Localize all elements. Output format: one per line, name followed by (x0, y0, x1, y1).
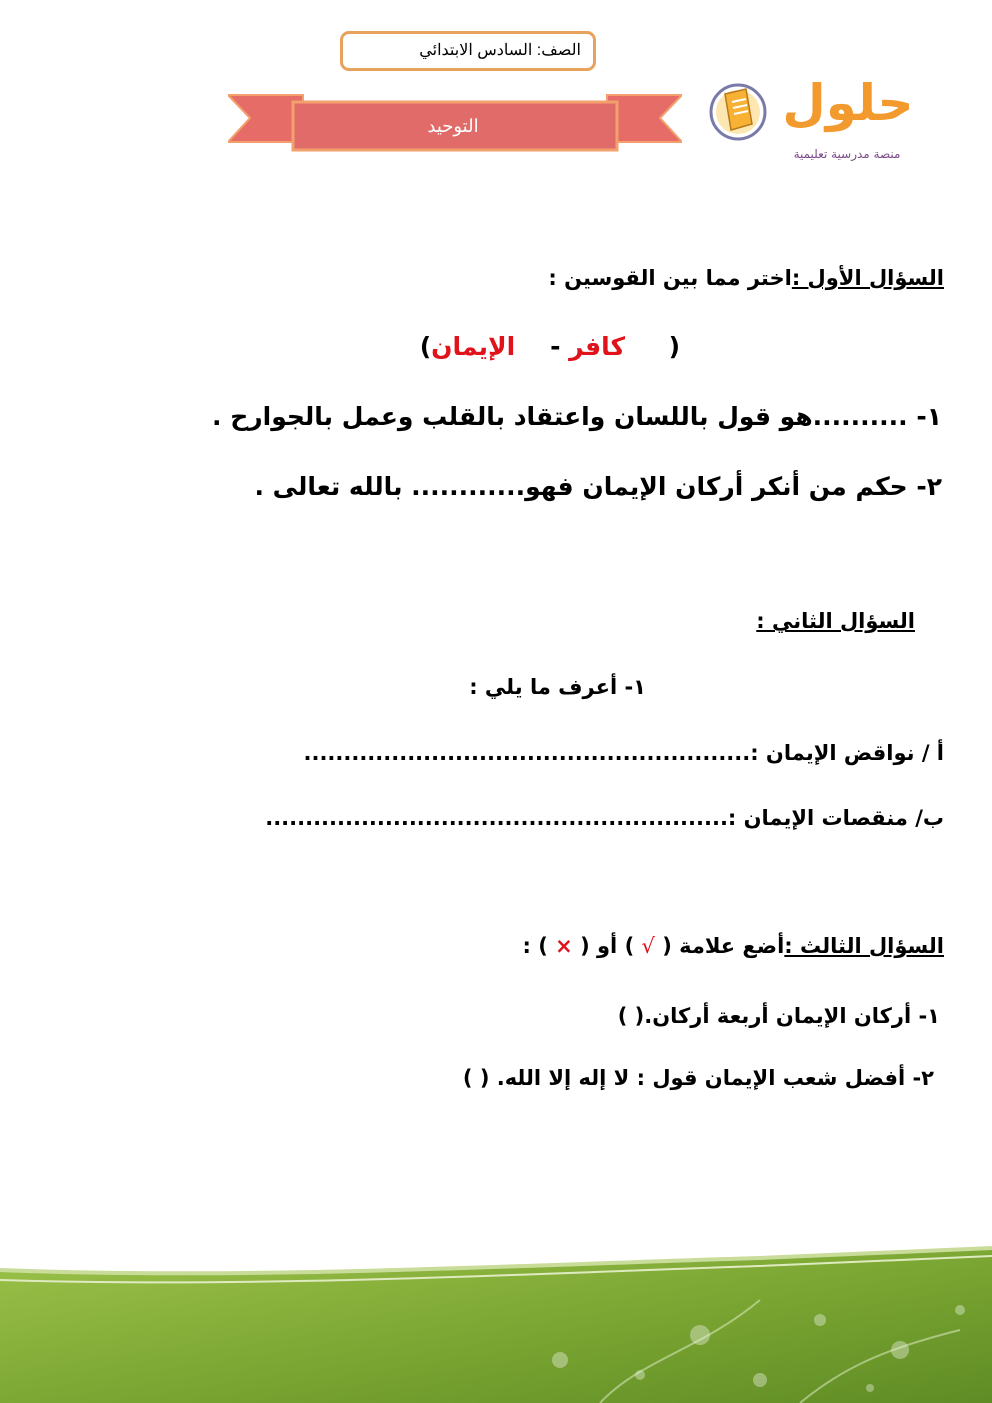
q1-item-1: ١- ..........هو قول باللسان واعتقاد بالقلب وعمل بالجوارح . (212, 402, 942, 431)
choice-separator: - (550, 332, 561, 361)
q1-heading (548, 266, 944, 290)
choices-close-paren: ) (419, 332, 432, 361)
q3-item-2: ٢- أفضل شعب الإيمان قول : لا إله إلا الله. ( ) (462, 1066, 934, 1090)
q1-instruction: اختر مما بين القوسين : (548, 266, 792, 290)
q2-title: السؤال الثاني : (756, 609, 915, 633)
grade-label: الصف: السادس الابتدائي (340, 31, 596, 71)
q2-sub-1: ١- أعرف ما يلي : (469, 675, 646, 699)
footer-decoration (0, 1240, 992, 1403)
q3-title: السؤال الثالث : (784, 934, 944, 958)
choice-kafir: كافر (569, 332, 626, 361)
logo-text: حلول (782, 74, 914, 132)
q2-item-b: ب/ منقصات الإيمان :.......................................................... (265, 806, 944, 830)
q1-choices (420, 332, 680, 361)
site-logo (706, 64, 928, 174)
q3-heading (523, 934, 944, 958)
choice-iman: الإيمان (431, 332, 516, 361)
cross-mark-icon: × (555, 934, 573, 958)
q2-item-a: أ / نواقض الإيمان :........................................................ (303, 741, 944, 765)
q3-instruction-c: ) : (522, 934, 548, 958)
q1-title: السؤال الأول : (791, 266, 944, 290)
q3-instruction-a: أضع علامة ( (662, 934, 785, 958)
q3-item-1: ١- أركان الإيمان أربعة أركان.( ) (617, 1004, 940, 1028)
subject-title: التوحيد (427, 116, 479, 136)
check-mark-icon: √ (641, 934, 655, 958)
logo-tagline: منصة مدرسية تعليمية (793, 147, 901, 161)
q3-instruction-b: ) أو ( (580, 934, 635, 958)
q2-heading (756, 609, 915, 633)
choices-open-paren: ( (668, 332, 680, 361)
q1-item-2: ٢- حكم من أنكر أركان الإيمان فهو............ بالله تعالى . (254, 472, 942, 501)
